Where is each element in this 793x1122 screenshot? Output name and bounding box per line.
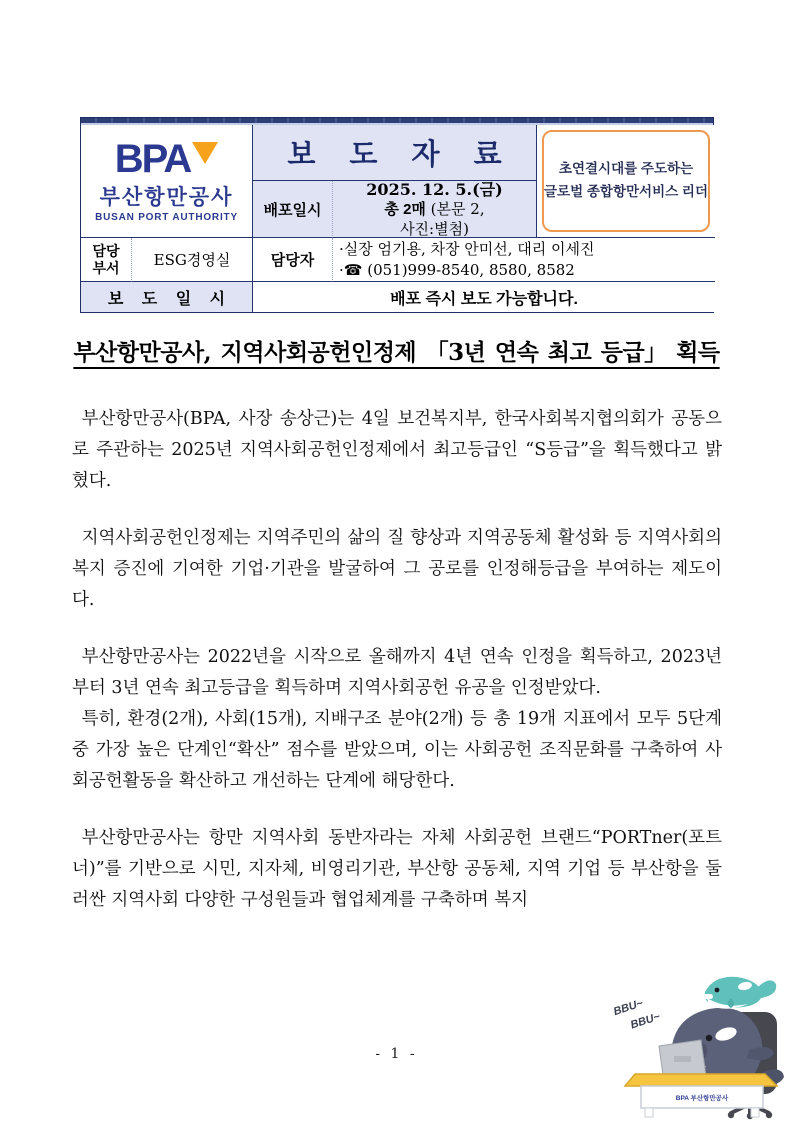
- slogan-line1: 초연결시대를 주도하는: [558, 161, 694, 177]
- department-label-line1: 담당: [92, 242, 120, 259]
- desk-graphic: [625, 1074, 777, 1117]
- mascot-illustration: [585, 953, 790, 1120]
- department-value-cell: [132, 238, 253, 282]
- department-label-line2: 부서: [92, 259, 120, 276]
- contact-names: ·실장 엄기용, 차장 안미선, 대리 이세진: [339, 240, 595, 259]
- release-label-cell: [81, 282, 253, 312]
- release-value: 배포 즉시 보도 가능합니다.: [390, 290, 578, 308]
- paragraph-2: 지역사회공헌인정제는 지역주민의 삶의 질 향상과 지역공동체 활성화 등 지역사회의 복지 증진에 기여한 기업·기관을 발굴하여 그 공로를 인정해등급을 부여하는 제도이다.: [72, 528, 722, 610]
- bpa-logo-acronym: BPA: [114, 137, 191, 181]
- paragraph-1: 부산항만공사(BPA, 사장 송상근)는 4일 보건복지부, 한국사회복지협의회가 공동으로 주관하는 2025년 지역사회공헌인정제에서 최고등급인 “S등급”을 획득했다고 밝혔다.: [72, 409, 722, 491]
- department-label-cell: [81, 238, 132, 282]
- mascot-speech-line2: BBU~: [629, 1010, 662, 1032]
- press-release-title-cell: [253, 125, 537, 181]
- desk-bpa-label: BPA 부산항만공사: [675, 1095, 729, 1102]
- distribution-label-cell: [253, 181, 333, 238]
- distribution-label: 배포일시: [263, 201, 322, 219]
- department-value: ESG경영실: [153, 251, 231, 269]
- contact-value-cell: [333, 238, 715, 282]
- press-release-header-table: [80, 117, 714, 313]
- contact-phone: ·☎ (051)999-8540, 8580, 8582: [339, 260, 575, 279]
- distribution-attachment: 사진:별첨): [400, 220, 469, 238]
- release-label: 보 도 일 시: [107, 290, 233, 308]
- contact-label: 담당자: [270, 252, 315, 269]
- slogan-box: [542, 130, 710, 232]
- mascot-speech-line1: BBU~: [612, 997, 645, 1019]
- paragraph-4: 특히, 환경(2개), 사회(15개), 지배구조 분야(2개) 등 총 19개 지표에서 모두 5단계 중 가장 높은 단계인“확산” 점수를 받았으며, 이는 사회공헌 조직문화를 구축하여 사회공헌활동을 확산하고 개선하는 단계에 해당한다.: [72, 709, 722, 791]
- small-whale-graphic: [697, 977, 776, 1009]
- press-release-title: 보 도 자 료: [287, 137, 514, 171]
- paragraph-5: 부산항만공사는 항만 지역사회 동반자라는 자체 사회공헌 브랜드“PORTner(포트너)”를 기반으로 시민, 지자체, 비영리기관, 부산항 공동체, 지역 기업 등 부산항을 둘러싼 지역사회 다양한 구성원들과 협업체계를 구축하며 복지: [72, 828, 722, 910]
- bpa-logo-korean-name: 부산항만공사: [99, 186, 234, 209]
- bpa-logo: [81, 125, 253, 238]
- paragraph-3: 부산항만공사는 2022년을 시작으로 올해까지 4년 연속 인정을 획득하고, 2023년부터 3년 연속 최고등급을 획득하며 지역사회공헌 유공을 인정받았다.: [72, 647, 722, 698]
- document-body: [72, 404, 722, 916]
- distribution-date: 2025. 12. 5.(금): [366, 181, 503, 199]
- bpa-triangle-icon: [192, 142, 218, 164]
- release-value-cell: [253, 282, 715, 312]
- page-number: - 1 -: [375, 1046, 418, 1062]
- contact-label-cell: [253, 238, 333, 282]
- distribution-date-cell: [333, 181, 537, 238]
- slogan-line2: 글로벌 종합항만서비스 리더: [544, 184, 708, 199]
- distribution-pages: 총 2매 (본문 2,: [384, 200, 485, 219]
- slogan-cell: [537, 125, 715, 238]
- document-title: 부산항만공사, 지역사회공헌인정제 「3년 연속 최고 등급」 획득: [73, 339, 720, 366]
- bpa-logo-english-name: BUSAN PORT AUTHORITY: [95, 212, 238, 223]
- header-top-band: [81, 118, 713, 125]
